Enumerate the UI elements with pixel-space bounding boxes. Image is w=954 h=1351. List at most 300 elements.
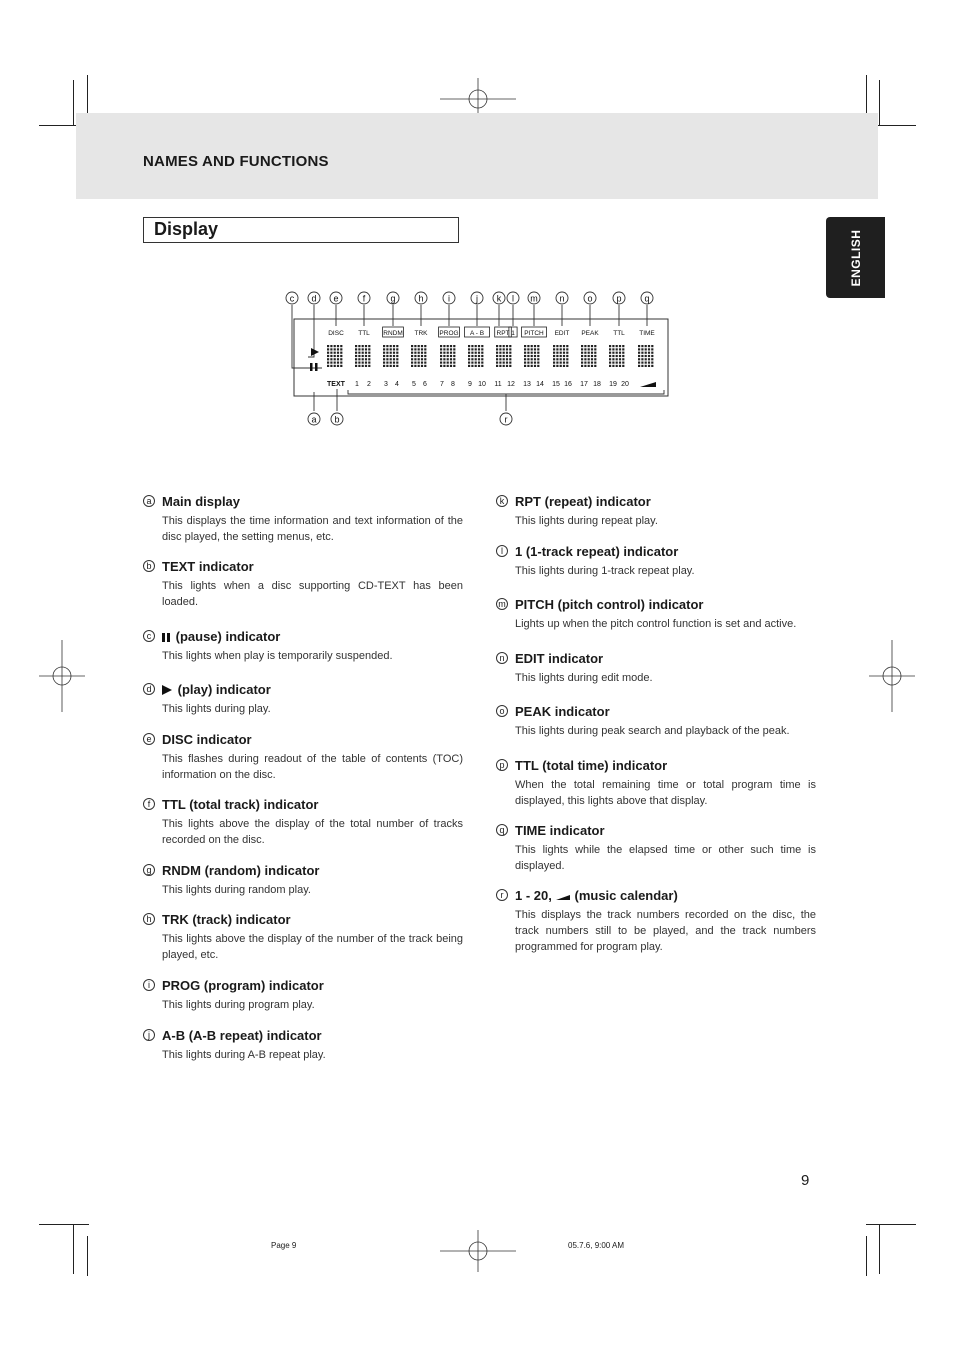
matrix-cell-3-dot <box>418 355 420 357</box>
matrix-cell-3-dot <box>421 352 423 354</box>
matrix-cell-9-dot <box>591 345 593 347</box>
panel-label-12: TIME <box>639 330 655 337</box>
matrix-cell-11-dot <box>651 345 653 347</box>
matrix-cell-8-dot <box>560 352 562 354</box>
matrix-cell-10-dot <box>619 355 621 357</box>
indicator-title: TTL (total track) indicator <box>162 797 319 812</box>
matrix-cell-10-dot <box>622 348 624 350</box>
matrix-cell-11-dot <box>651 355 653 357</box>
matrix-cell-1-dot <box>355 345 357 347</box>
matrix-cell-11-dot <box>651 362 653 364</box>
matrix-cell-3-dot <box>421 348 423 350</box>
indicator-heading <box>496 888 816 904</box>
matrix-cell-8-dot <box>556 348 558 350</box>
matrix-cell-5-dot <box>475 355 477 357</box>
matrix-cell-3-dot <box>414 348 416 350</box>
matrix-cell-10-dot <box>609 352 611 354</box>
matrix-cell-9-dot <box>584 352 586 354</box>
matrix-cell-2-dot <box>393 348 395 350</box>
matrix-cell-11-dot <box>648 345 650 347</box>
track-number-7: 7 <box>440 381 444 388</box>
indicator-title: PROG (program) indicator <box>162 978 324 993</box>
matrix-cell-6-dot <box>499 362 501 364</box>
matrix-cell-7-dot <box>531 358 533 360</box>
indicator-entry-e <box>143 732 463 783</box>
matrix-cell-5-dot <box>471 358 473 360</box>
matrix-cell-10-dot <box>616 358 618 360</box>
matrix-cell-9-dot <box>594 355 596 357</box>
matrix-cell-9-dot <box>591 362 593 364</box>
matrix-cell-10-dot <box>622 365 624 367</box>
matrix-cell-5-dot <box>478 352 480 354</box>
matrix-cell-10-dot <box>619 345 621 347</box>
matrix-cell-3-dot <box>411 358 413 360</box>
matrix-cell-8-dot <box>563 362 565 364</box>
matrix-cell-6-dot <box>503 355 505 357</box>
matrix-cell-11-dot <box>638 362 640 364</box>
pause-icon <box>162 633 170 642</box>
track-number-20: 20 <box>621 381 629 388</box>
matrix-cell-6-dot <box>506 358 508 360</box>
matrix-cell-11-dot <box>641 358 643 360</box>
indicator-entry-d <box>143 682 463 717</box>
matrix-cell-4-dot <box>450 362 452 364</box>
indicator-title: EDIT indicator <box>515 651 604 666</box>
indicator-title: RPT (repeat) indicator <box>515 494 651 509</box>
matrix-cell-5-dot <box>468 355 470 357</box>
matrix-cell-0-dot <box>334 352 336 354</box>
indicator-heading <box>143 559 463 575</box>
matrix-cell-9-dot <box>581 365 583 367</box>
matrix-cell-3-dot <box>414 365 416 367</box>
indicator-title: 1 (1-track repeat) indicator <box>515 544 679 559</box>
indicator-description: This lights during play. <box>162 703 271 715</box>
matrix-cell-11-dot <box>641 345 643 347</box>
matrix-cell-9-dot <box>584 362 586 364</box>
matrix-cell-10-dot <box>612 362 614 364</box>
matrix-cell-11-dot <box>651 352 653 354</box>
indicator-entry-n <box>496 651 816 686</box>
marker-e: e <box>333 293 339 304</box>
matrix-cell-0-dot <box>334 348 336 350</box>
matrix-cell-5-dot <box>481 352 483 354</box>
matrix-cell-0-dot <box>337 348 339 350</box>
matrix-cell-3-dot <box>411 348 413 350</box>
matrix-cell-10-dot <box>619 362 621 364</box>
matrix-cell-7-dot <box>534 352 536 354</box>
indicator-marker: i <box>143 979 155 991</box>
matrix-cell-5-dot <box>478 362 480 364</box>
matrix-cell-0-dot <box>327 348 329 350</box>
matrix-cell-5-dot <box>478 365 480 367</box>
matrix-cell-5-dot <box>475 362 477 364</box>
indicator-marker: f <box>143 798 155 810</box>
indicator-marker: q <box>496 824 508 836</box>
matrix-cell-6-dot <box>509 345 511 347</box>
indicator-marker: h <box>143 913 155 925</box>
matrix-cell-1-dot <box>355 362 357 364</box>
matrix-cell-0-dot <box>340 362 342 364</box>
play-icon <box>311 348 319 356</box>
music-calendar-arrow-icon <box>640 382 656 387</box>
marker-q: q <box>644 293 650 304</box>
matrix-cell-6-dot <box>506 362 508 364</box>
matrix-cell-1-dot <box>355 365 357 367</box>
matrix-cell-5-dot <box>471 345 473 347</box>
indicator-marker: c <box>143 630 155 642</box>
matrix-cell-10-dot <box>612 352 614 354</box>
indicator-title: Main display <box>162 494 241 509</box>
matrix-cell-3-dot <box>421 358 423 360</box>
matrix-cell-6-dot <box>503 352 505 354</box>
indicator-heading <box>143 863 463 879</box>
matrix-cell-4-dot <box>440 362 442 364</box>
marker-n: n <box>559 293 565 304</box>
matrix-cell-9-dot <box>594 365 596 367</box>
matrix-cell-8-dot <box>566 352 568 354</box>
matrix-cell-2-dot <box>383 358 385 360</box>
matrix-cell-9-dot <box>584 345 586 347</box>
matrix-cell-2-dot <box>396 345 398 347</box>
indicator-description: This lights during 1-track repeat play. <box>515 565 695 577</box>
panel-label-5: A - B <box>469 330 485 337</box>
matrix-cell-0-dot <box>334 355 336 357</box>
matrix-cell-3-dot <box>414 355 416 357</box>
indicator-title-suffix: (music calendar) <box>574 888 678 903</box>
matrix-cell-2-dot <box>396 362 398 364</box>
matrix-cell-6-dot <box>509 365 511 367</box>
matrix-cell-2-dot <box>390 348 392 350</box>
matrix-cell-4-dot <box>440 345 442 347</box>
matrix-cell-7-dot <box>524 355 526 357</box>
panel-label-8: PITCH <box>524 330 544 337</box>
panel-label-3: TRK <box>414 330 428 337</box>
matrix-cell-0-dot <box>337 362 339 364</box>
indicator-description: This lights when a disc supporting CD-TEXT has been loaded. <box>162 580 463 608</box>
matrix-cell-9-dot <box>591 365 593 367</box>
matrix-cell-2-dot <box>396 365 398 367</box>
track-number-8: 8 <box>451 381 455 388</box>
matrix-cell-8-dot <box>553 362 555 364</box>
matrix-cell-4-dot <box>453 358 455 360</box>
indicator-entry-c <box>143 629 463 664</box>
matrix-cell-9-dot <box>594 352 596 354</box>
panel-label-10: PEAK <box>581 330 599 337</box>
panel-label-9: EDIT <box>554 330 570 337</box>
indicator-marker: p <box>496 759 508 771</box>
matrix-cell-5-dot <box>481 345 483 347</box>
panel-label-7: 1 <box>511 330 515 337</box>
track-number-10: 10 <box>478 381 486 388</box>
pause-icon-bar-left <box>310 363 313 371</box>
indicator-entry-i <box>143 978 463 1013</box>
matrix-cell-10-dot <box>619 365 621 367</box>
calendar-bracket <box>348 390 664 394</box>
registration-mark-left <box>39 640 85 712</box>
matrix-cell-1-dot <box>362 355 364 357</box>
matrix-cell-10-dot <box>622 358 624 360</box>
marker-a: a <box>311 414 317 425</box>
matrix-cell-2-dot <box>390 352 392 354</box>
matrix-cell-5-dot <box>478 358 480 360</box>
matrix-cell-1-dot <box>368 358 370 360</box>
indicator-marker: r <box>496 889 508 901</box>
matrix-cell-11-dot <box>641 362 643 364</box>
matrix-cell-6-dot <box>506 352 508 354</box>
track-number-6: 6 <box>423 381 427 388</box>
indicator-description: This displays the track numbers recorded on the disc, the track numbers still to be played, and the track numbers programmed for program play. <box>515 909 816 953</box>
matrix-cell-7-dot <box>524 362 526 364</box>
matrix-cell-4-dot <box>453 345 455 347</box>
matrix-cell-3-dot <box>411 352 413 354</box>
matrix-cell-10-dot <box>612 348 614 350</box>
footer-timestamp: 05.7.6, 9:00 AM <box>568 1241 625 1250</box>
matrix-cell-0-dot <box>334 358 336 360</box>
matrix-cell-7-dot <box>534 345 536 347</box>
indicator-heading <box>143 912 463 928</box>
matrix-cell-1-dot <box>365 348 367 350</box>
panel-label-1: TTL <box>358 330 370 337</box>
matrix-cell-10-dot <box>622 352 624 354</box>
matrix-cell-10-dot <box>612 355 614 357</box>
indicator-title: TIME indicator <box>515 823 605 838</box>
matrix-cell-8-dot <box>556 362 558 364</box>
matrix-cell-10-dot <box>612 345 614 347</box>
matrix-cell-10-dot <box>622 362 624 364</box>
matrix-cell-7-dot <box>524 352 526 354</box>
matrix-cell-9-dot <box>594 348 596 350</box>
matrix-cell-11-dot <box>641 352 643 354</box>
indicator-heading <box>143 797 463 813</box>
indicator-marker: j <box>143 1029 155 1041</box>
matrix-cell-3-dot <box>411 355 413 357</box>
leader-c <box>292 305 322 368</box>
matrix-cell-4-dot <box>450 352 452 354</box>
indicator-heading <box>143 732 463 748</box>
text-indicator-label: TEXT <box>327 381 345 388</box>
matrix-cell-1-dot <box>362 345 364 347</box>
matrix-cell-0-dot <box>327 355 329 357</box>
matrix-cell-6-dot <box>509 348 511 350</box>
matrix-cell-5-dot <box>478 348 480 350</box>
matrix-cell-1-dot <box>358 348 360 350</box>
indicator-marker: o <box>496 705 508 717</box>
matrix-cell-0-dot <box>330 348 332 350</box>
matrix-cell-9-dot <box>588 355 590 357</box>
matrix-cell-9-dot <box>594 358 596 360</box>
indicator-entry-l <box>496 544 816 579</box>
indicator-description: This flashes during readout of the table of contents (TOC) information on the disc. <box>162 753 463 781</box>
indicator-description: This lights during A-B repeat play. <box>162 1049 326 1061</box>
matrix-cell-9-dot <box>591 355 593 357</box>
matrix-cell-5-dot <box>475 352 477 354</box>
matrix-cell-4-dot <box>443 355 445 357</box>
matrix-cell-6-dot <box>506 348 508 350</box>
track-number-19: 19 <box>609 381 617 388</box>
marker-f: f <box>362 293 366 304</box>
matrix-cell-3-dot <box>424 355 426 357</box>
indicator-marker: d <box>143 683 155 695</box>
matrix-cell-5-dot <box>478 355 480 357</box>
matrix-cell-4-dot <box>453 362 455 364</box>
matrix-cell-0-dot <box>340 348 342 350</box>
matrix-cell-10-dot <box>622 355 624 357</box>
matrix-cell-0-dot <box>340 345 342 347</box>
matrix-cell-1-dot <box>368 345 370 347</box>
matrix-cell-2-dot <box>390 365 392 367</box>
matrix-cell-1-dot <box>365 352 367 354</box>
indicator-entry-g <box>143 863 463 898</box>
indicator-entry-h <box>143 912 463 963</box>
indicator-title: A-B (A-B repeat) indicator <box>162 1028 322 1043</box>
footer-page-label: Page 9 <box>271 1241 297 1250</box>
indicator-marker: k <box>496 495 508 507</box>
matrix-cell-0-dot <box>330 355 332 357</box>
matrix-cell-6-dot <box>496 352 498 354</box>
matrix-cell-6-dot <box>503 345 505 347</box>
matrix-cell-1-dot <box>368 365 370 367</box>
matrix-cell-0-dot <box>337 345 339 347</box>
matrix-cell-2-dot <box>383 365 385 367</box>
matrix-cell-2-dot <box>390 358 392 360</box>
matrix-cell-6-dot <box>509 362 511 364</box>
matrix-cell-2-dot <box>386 358 388 360</box>
matrix-cell-11-dot <box>638 358 640 360</box>
matrix-cell-11-dot <box>638 348 640 350</box>
matrix-cell-6-dot <box>503 365 505 367</box>
matrix-cell-1-dot <box>365 365 367 367</box>
matrix-cell-3-dot <box>418 345 420 347</box>
matrix-cell-4-dot <box>450 365 452 367</box>
matrix-cell-8-dot <box>563 355 565 357</box>
indicator-description: This lights during program play. <box>162 999 315 1011</box>
matrix-cell-3-dot <box>414 358 416 360</box>
matrix-cell-11-dot <box>648 365 650 367</box>
matrix-cell-0-dot <box>340 358 342 360</box>
indicator-marker: e <box>143 733 155 745</box>
indicator-description: When the total remaining time or total program time is displayed, this lights above that display. <box>515 779 816 807</box>
matrix-cell-2-dot <box>396 355 398 357</box>
matrix-cell-0-dot <box>327 358 329 360</box>
display-title: Display <box>154 219 219 239</box>
track-number-13: 13 <box>523 381 531 388</box>
marker-g: g <box>390 293 396 304</box>
matrix-cell-9-dot <box>581 355 583 357</box>
matrix-cell-10-dot <box>609 365 611 367</box>
track-number-9: 9 <box>468 381 472 388</box>
pause-icon-bar-right <box>315 363 318 371</box>
matrix-cell-10-dot <box>612 365 614 367</box>
matrix-cell-11-dot <box>645 358 647 360</box>
matrix-cell-2-dot <box>383 345 385 347</box>
matrix-cell-0-dot <box>334 362 336 364</box>
matrix-cell-5-dot <box>471 362 473 364</box>
matrix-cell-4-dot <box>440 355 442 357</box>
indicator-description: Lights up when the pitch control function is set and active. <box>515 618 797 630</box>
matrix-cell-1-dot <box>362 348 364 350</box>
matrix-cell-3-dot <box>418 362 420 364</box>
matrix-cell-6-dot <box>503 358 505 360</box>
matrix-cell-8-dot <box>566 362 568 364</box>
matrix-cell-3-dot <box>411 362 413 364</box>
matrix-cell-7-dot <box>527 365 529 367</box>
matrix-cell-4-dot <box>443 345 445 347</box>
matrix-cell-5-dot <box>481 358 483 360</box>
matrix-cell-5-dot <box>481 355 483 357</box>
matrix-cell-9-dot <box>591 352 593 354</box>
indicator-description: This lights during repeat play. <box>515 515 658 527</box>
matrix-cell-4-dot <box>447 362 449 364</box>
indicator-title: 1 - 20, <box>515 888 552 903</box>
matrix-cell-7-dot <box>537 352 539 354</box>
matrix-cell-2-dot <box>383 352 385 354</box>
matrix-cell-0-dot <box>334 365 336 367</box>
matrix-cell-11-dot <box>648 355 650 357</box>
matrix-cell-9-dot <box>581 348 583 350</box>
track-number-2: 2 <box>367 381 371 388</box>
indicator-heading <box>143 978 463 994</box>
matrix-cell-1-dot <box>362 365 364 367</box>
matrix-cell-9-dot <box>584 348 586 350</box>
matrix-cell-2-dot <box>393 355 395 357</box>
matrix-cell-0-dot <box>327 345 329 347</box>
matrix-cell-10-dot <box>609 348 611 350</box>
matrix-cell-6-dot <box>506 355 508 357</box>
matrix-cell-10-dot <box>616 362 618 364</box>
matrix-cell-1-dot <box>368 355 370 357</box>
matrix-cell-1-dot <box>368 362 370 364</box>
matrix-cell-5-dot <box>468 365 470 367</box>
registration-mark-bottom <box>440 1230 516 1272</box>
matrix-cell-6-dot <box>499 345 501 347</box>
play-icon <box>162 685 172 695</box>
matrix-cell-9-dot <box>581 362 583 364</box>
matrix-cell-9-dot <box>588 345 590 347</box>
matrix-cell-1-dot <box>358 365 360 367</box>
matrix-cell-8-dot <box>556 358 558 360</box>
indicator-title: TRK (track) indicator <box>162 912 291 927</box>
indicator-entry-b <box>143 559 463 610</box>
matrix-cell-3-dot <box>424 345 426 347</box>
matrix-cell-11-dot <box>648 362 650 364</box>
matrix-cell-2-dot <box>386 352 388 354</box>
matrix-cell-5-dot <box>468 362 470 364</box>
language-tab-label: ENGLISH <box>848 229 863 286</box>
matrix-cell-0-dot <box>327 362 329 364</box>
matrix-cell-10-dot <box>609 355 611 357</box>
matrix-cell-8-dot <box>563 365 565 367</box>
indicator-heading <box>496 651 816 667</box>
indicator-title: (play) indicator <box>177 682 271 697</box>
matrix-cell-7-dot <box>527 358 529 360</box>
marker-m: m <box>530 293 538 304</box>
indicator-entry-a <box>143 494 463 545</box>
matrix-cell-10-dot <box>619 348 621 350</box>
matrix-cell-9-dot <box>588 358 590 360</box>
matrix-cell-8-dot <box>560 355 562 357</box>
matrix-cell-1-dot <box>365 355 367 357</box>
indicator-heading <box>496 758 816 774</box>
matrix-cell-7-dot <box>531 365 533 367</box>
matrix-cell-5-dot <box>471 352 473 354</box>
matrix-cell-6-dot <box>499 355 501 357</box>
matrix-cell-0-dot <box>330 352 332 354</box>
matrix-cell-8-dot <box>563 348 565 350</box>
matrix-cell-4-dot <box>453 355 455 357</box>
matrix-cell-9-dot <box>588 362 590 364</box>
indicator-entry-p <box>496 758 816 809</box>
matrix-cell-3-dot <box>418 365 420 367</box>
